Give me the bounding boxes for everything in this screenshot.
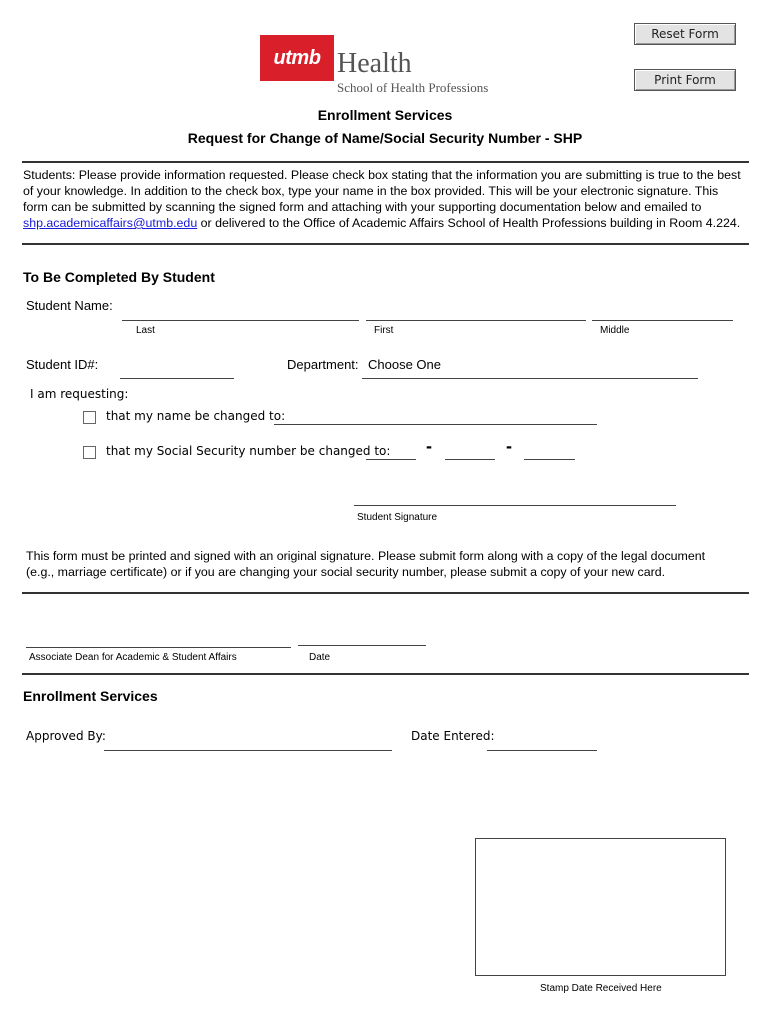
dean-signature-field[interactable] <box>26 647 291 648</box>
print-form-button[interactable]: Print Form <box>634 69 736 91</box>
ssn-change-label: that my Social Security number be changed to: <box>106 444 391 458</box>
page-title: Enrollment Services <box>317 107 453 123</box>
approved-by-field[interactable] <box>104 750 392 751</box>
date-entered-label: Date Entered: <box>411 729 495 743</box>
first-name-field[interactable] <box>366 320 586 321</box>
student-id-label: Student ID#: <box>26 357 99 372</box>
stamp-label: Stamp Date Received Here <box>540 983 662 994</box>
page-subtitle: Request for Change of Name/Social Security Number - SHP <box>187 130 583 146</box>
ssn-part1-field[interactable] <box>366 459 416 460</box>
utmb-logo-mark: utmb <box>260 35 334 81</box>
dean-date-label: Date <box>309 652 331 663</box>
stamp-box <box>475 838 726 976</box>
student-signature-field[interactable] <box>354 505 676 506</box>
enrollment-section-heading: Enrollment Services <box>23 688 158 704</box>
student-signature-label: Student Signature <box>357 512 438 523</box>
dean-date-field[interactable] <box>298 645 426 646</box>
logo-subtitle: School of Health Professions <box>337 80 489 95</box>
first-label: First <box>374 325 394 336</box>
last-name-field[interactable] <box>122 320 359 321</box>
ssn-dash: - <box>506 436 512 456</box>
notice-paragraph: This form must be printed and signed with an original signature. Please submit form along with a copy of the legal document (e.g., marriage certificate) or if you are changing your social security number, please submit a copy of your new card. <box>26 549 706 579</box>
department-label: Department: <box>287 357 359 372</box>
name-change-checkbox[interactable] <box>83 411 96 424</box>
ssn-change-checkbox[interactable] <box>83 446 96 459</box>
student-name-label: Student Name: <box>26 298 113 313</box>
ssn-part3-field[interactable] <box>524 459 575 460</box>
instructions-paragraph <box>23 167 745 231</box>
email-link[interactable]: shp.academicaffairs@utmb.edu <box>23 216 198 230</box>
instructions-text-end: or delivered to the Office of Academic Affairs School of Health Professions building in Room 4.224. <box>197 216 741 230</box>
divider <box>22 673 749 675</box>
divider <box>22 592 749 594</box>
ssn-dash: - <box>426 436 432 456</box>
department-select[interactable]: Choose One <box>368 357 441 372</box>
logo-health-text: Health <box>337 48 412 79</box>
student-section-heading: To Be Completed By Student <box>23 269 215 285</box>
approved-by-label: Approved By: <box>26 729 106 743</box>
date-entered-field[interactable] <box>487 750 597 751</box>
department-field-line <box>362 378 698 379</box>
name-change-label: that my name be changed to: <box>106 409 286 423</box>
requesting-label: I am requesting: <box>30 387 129 401</box>
middle-name-field[interactable] <box>592 320 733 321</box>
dean-label: Associate Dean for Academic & Student Affairs <box>29 652 237 663</box>
reset-form-button[interactable]: Reset Form <box>634 23 736 45</box>
last-label: Last <box>136 325 155 336</box>
divider <box>22 161 749 163</box>
student-id-field[interactable] <box>120 378 234 379</box>
divider <box>22 243 749 245</box>
middle-label: Middle <box>600 325 630 336</box>
ssn-part2-field[interactable] <box>445 459 495 460</box>
instructions-text: Students: Please provide information requested. Please check box stating that the information you are submitting is true to the best of your knowledge. In addition to the check box, type your name in the box provided. This will be your electronic signature. This form can be submitted by scanning the signed form and attaching with your supporting documentation below and emailed to <box>23 168 741 214</box>
new-name-field[interactable] <box>274 424 597 425</box>
